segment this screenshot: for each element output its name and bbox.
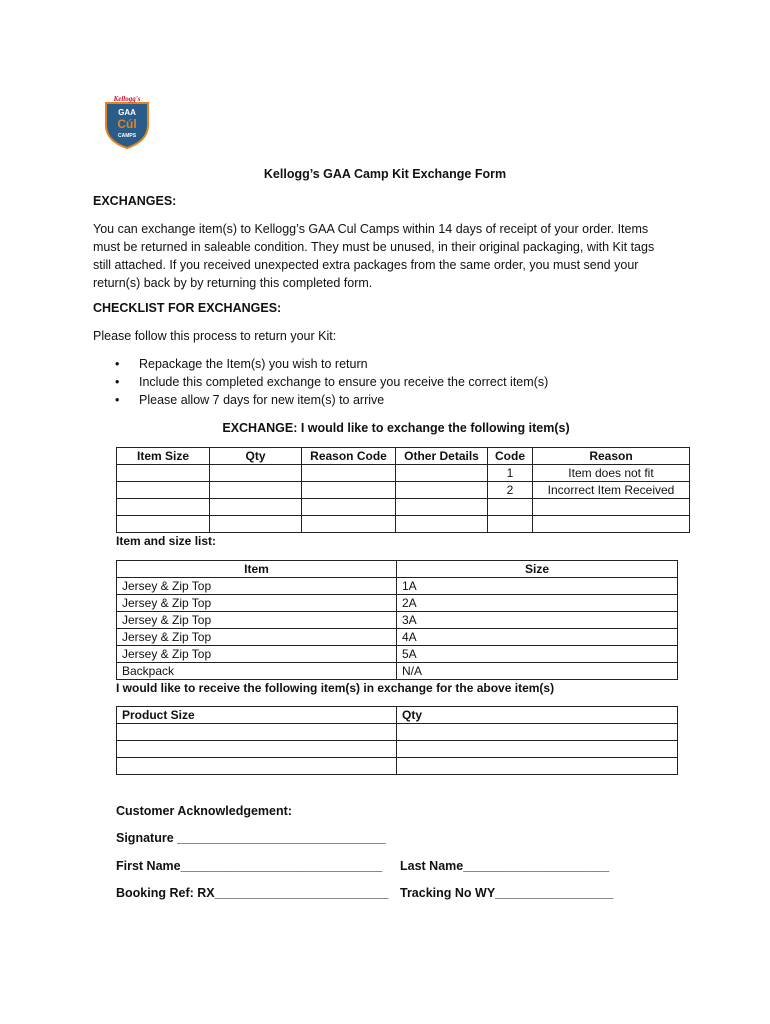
exchange-table-caption: EXCHANGE: I would like to exchange the following item(s) bbox=[222, 421, 570, 435]
item-size-cell[interactable] bbox=[117, 465, 210, 482]
other-details-cell[interactable] bbox=[396, 499, 488, 516]
code-cell: 1 bbox=[488, 465, 533, 482]
form-title: Kellogg’s GAA Camp Kit Exchange Form bbox=[263, 167, 507, 181]
item-cell: Jersey & Zip Top bbox=[117, 578, 397, 595]
exchange-table-header-row bbox=[117, 448, 690, 465]
col-header-size: Size bbox=[397, 561, 678, 578]
acknowledgement-heading: Customer Acknowledgement: bbox=[116, 804, 292, 818]
code-cell: 2 bbox=[488, 482, 533, 499]
logo-line3-text: CAMPS bbox=[117, 133, 137, 139]
col-header-product-size: Product Size bbox=[117, 707, 397, 724]
table-row bbox=[117, 758, 678, 775]
table-row bbox=[117, 724, 678, 741]
table-row bbox=[117, 595, 678, 612]
table-row bbox=[117, 465, 690, 482]
col-header-item: Item bbox=[117, 561, 397, 578]
logo-line1-text: GAA bbox=[118, 108, 136, 117]
col-header-code: Code bbox=[488, 448, 533, 465]
reason-cell bbox=[533, 499, 690, 516]
table-row bbox=[117, 629, 678, 646]
reason-cell: Item does not fit bbox=[533, 465, 690, 482]
product-size-cell[interactable] bbox=[117, 724, 397, 741]
reason-cell bbox=[533, 516, 690, 533]
other-details-cell[interactable] bbox=[396, 516, 488, 533]
exchanges-policy-text: You can exchange item(s) to Kellogg’s GAA Cul Camps within 14 days of receipt of your order. Items must be returned in saleable condition. They must be unused, in their original packaging, with Kit tags still attached. If you received unexpected extra packages from the same order, you must send your return(s) back by by returning this completed form. bbox=[93, 222, 655, 290]
item-size-cell[interactable] bbox=[117, 516, 210, 533]
item-cell: Jersey & Zip Top bbox=[117, 646, 397, 663]
product-size-cell[interactable] bbox=[117, 741, 397, 758]
size-cell: 3A bbox=[397, 612, 678, 629]
qty-cell[interactable] bbox=[397, 724, 678, 741]
item-size-cell[interactable] bbox=[117, 482, 210, 499]
size-cell: 5A bbox=[397, 646, 678, 663]
size-cell: N/A bbox=[397, 663, 678, 680]
size-list-header-row bbox=[117, 561, 678, 578]
other-details-cell[interactable] bbox=[396, 465, 488, 482]
qty-cell[interactable] bbox=[397, 758, 678, 775]
code-cell bbox=[488, 499, 533, 516]
table-row bbox=[117, 516, 690, 533]
receive-table-caption: I would like to receive the following item(s) in exchange for the above item(s) bbox=[116, 681, 555, 695]
receive-table-header-row bbox=[117, 707, 678, 724]
receive-table bbox=[116, 706, 678, 775]
table-row bbox=[117, 578, 678, 595]
table-row bbox=[117, 612, 678, 629]
item-cell: Jersey & Zip Top bbox=[117, 595, 397, 612]
qty-cell[interactable] bbox=[397, 741, 678, 758]
table-row bbox=[117, 482, 690, 499]
qty-cell[interactable] bbox=[210, 482, 302, 499]
checklist-heading: CHECKLIST FOR EXCHANGES: bbox=[93, 301, 282, 315]
checklist-step: • Include this completed exchange to ensure you receive the correct item(s) bbox=[93, 373, 653, 391]
table-row bbox=[117, 663, 678, 680]
exchanges-heading: EXCHANGES: bbox=[93, 194, 177, 208]
qty-cell[interactable] bbox=[210, 465, 302, 482]
reason-code-cell[interactable] bbox=[302, 499, 396, 516]
size-list-caption: Item and size list: bbox=[116, 534, 217, 548]
size-cell: 2A bbox=[397, 595, 678, 612]
item-cell: Jersey & Zip Top bbox=[117, 629, 397, 646]
reason-code-cell[interactable] bbox=[302, 516, 396, 533]
size-list-table bbox=[116, 560, 678, 680]
product-size-cell[interactable] bbox=[117, 758, 397, 775]
item-cell: Backpack bbox=[117, 663, 397, 680]
tracking-no-field[interactable]: Tracking No WY_________________ bbox=[400, 886, 614, 900]
col-header-item-size: Item Size bbox=[117, 448, 210, 465]
first-name-field[interactable]: First Name_____________________________ bbox=[116, 859, 383, 873]
reason-code-cell[interactable] bbox=[302, 465, 396, 482]
col-header-other-details: Other Details bbox=[396, 448, 488, 465]
checklist-step: • Please allow 7 days for new item(s) to arrive bbox=[93, 391, 653, 409]
code-cell bbox=[488, 516, 533, 533]
qty-cell[interactable] bbox=[210, 499, 302, 516]
booking-ref-field[interactable]: Booking Ref: RX_________________________ bbox=[116, 886, 389, 900]
size-cell: 1A bbox=[397, 578, 678, 595]
table-row bbox=[117, 646, 678, 663]
last-name-field[interactable]: Last Name_____________________ bbox=[400, 859, 610, 873]
item-cell: Jersey & Zip Top bbox=[117, 612, 397, 629]
checklist-step: • Repackage the Item(s) you wish to return bbox=[93, 355, 653, 373]
reason-cell: Incorrect Item Received bbox=[533, 482, 690, 499]
kelloggs-gaa-cul-camps-logo bbox=[102, 93, 152, 149]
checklist-intro: Please follow this process to return your Kit: bbox=[93, 329, 337, 343]
col-header-qty: Qty bbox=[397, 707, 678, 724]
signature-field[interactable]: Signature ______________________________ bbox=[116, 831, 386, 845]
logo-line2-text: Cúl bbox=[117, 117, 137, 131]
logo-brand-text: Kellogg's bbox=[113, 95, 141, 103]
col-header-reason: Reason bbox=[533, 448, 690, 465]
size-cell: 4A bbox=[397, 629, 678, 646]
item-size-cell[interactable] bbox=[117, 499, 210, 516]
reason-code-cell[interactable] bbox=[302, 482, 396, 499]
exchange-table bbox=[116, 447, 690, 533]
table-row bbox=[117, 499, 690, 516]
table-row bbox=[117, 741, 678, 758]
col-header-reason-code: Reason Code bbox=[302, 448, 396, 465]
other-details-cell[interactable] bbox=[396, 482, 488, 499]
col-header-qty: Qty bbox=[210, 448, 302, 465]
checklist-steps bbox=[93, 355, 653, 409]
qty-cell[interactable] bbox=[210, 516, 302, 533]
